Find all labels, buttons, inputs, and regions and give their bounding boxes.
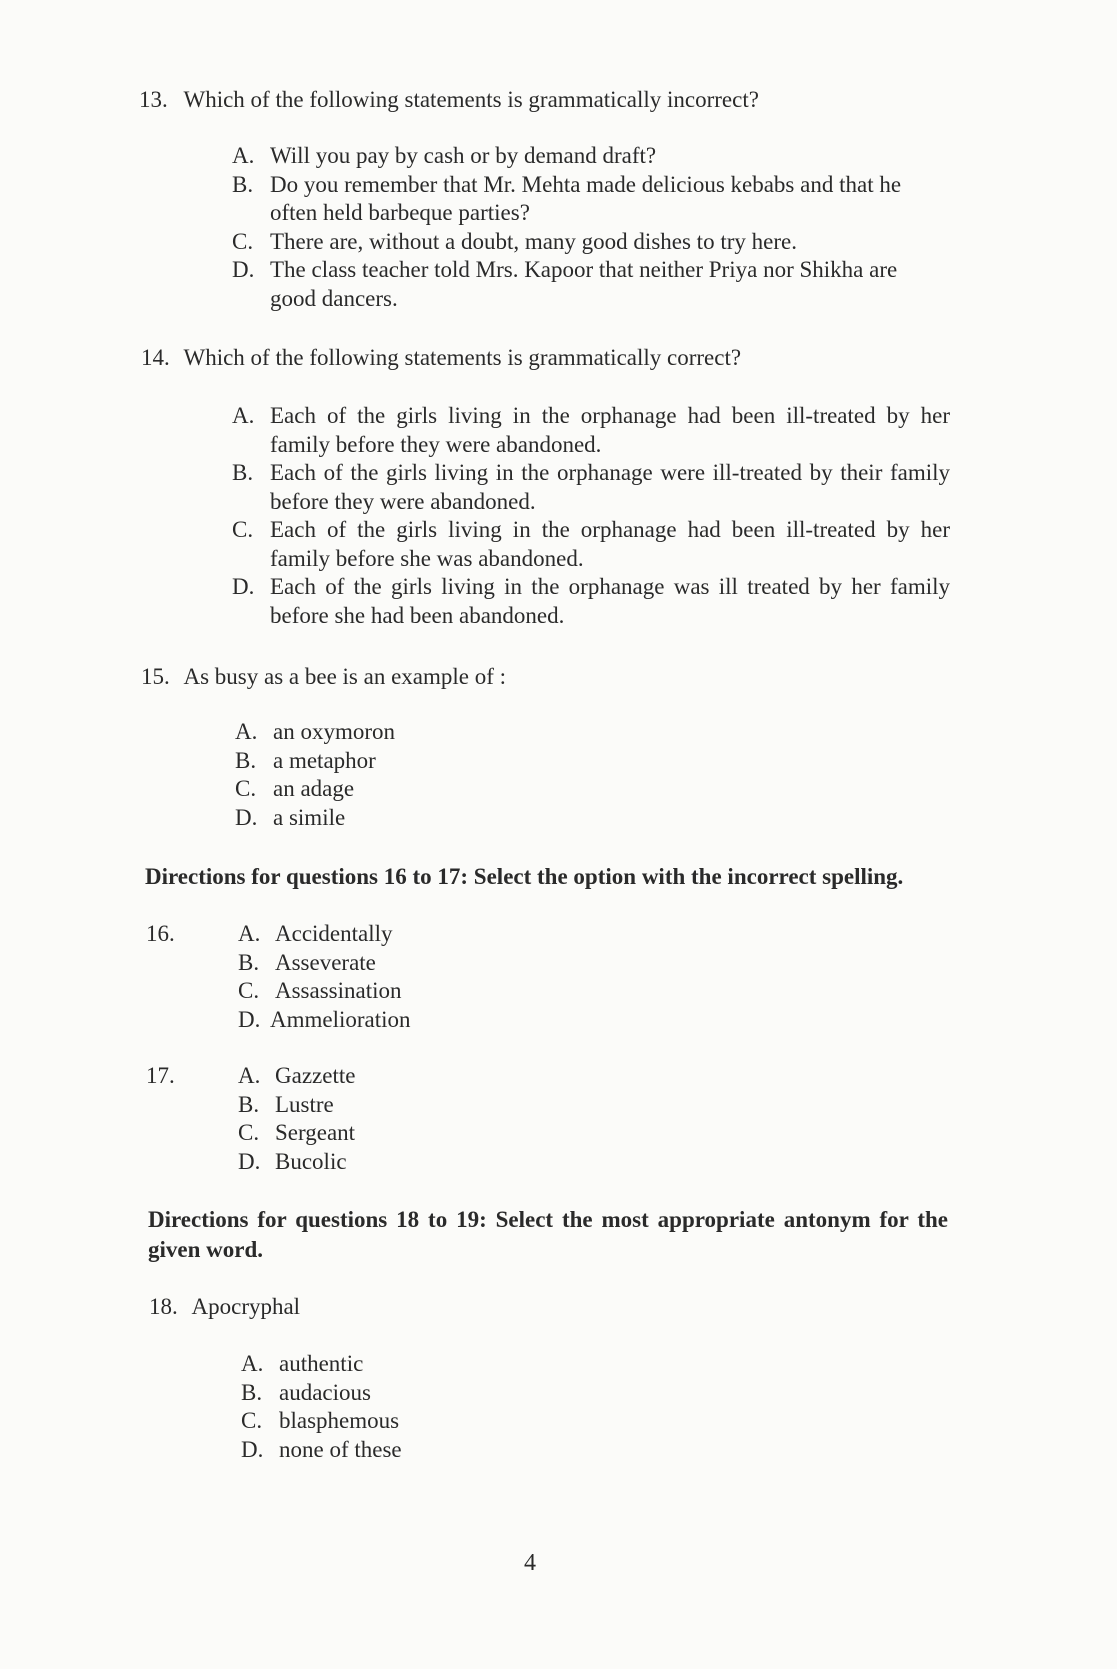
option-a: A. Will you pay by cash or by demand draft?	[232, 143, 657, 168]
option-b: B. Lustre	[238, 1091, 334, 1117]
option-d: D. Each of the girls living in the orphanage was ill treated by her family before she had been abandoned.	[232, 574, 950, 628]
option-d: D. a simile	[235, 804, 346, 830]
question-18	[149, 1293, 300, 1321]
option-a: A. authentic	[241, 1351, 364, 1376]
page-number: 4	[524, 1550, 536, 1576]
options-17	[238, 1062, 638, 1176]
option-d: D. Ammelioration	[238, 1006, 411, 1032]
option-a: A. Accidentally	[238, 921, 393, 946]
question-15	[141, 663, 506, 691]
directions-18-19: Directions for questions 18 to 19: Select the most appropriate antonym for the given word.	[148, 1207, 948, 1262]
question-14	[141, 344, 741, 372]
option-a: A. Each of the girls living in the orphanage had been ill-treated by her family before they were abandoned.	[232, 403, 950, 457]
option-c: C. an adage	[235, 776, 355, 801]
option-b: B. Each of the girls living in the orphanage were ill-treated by their family before they were abandoned.	[232, 460, 950, 514]
options-16	[238, 920, 638, 1034]
question-16-number: 16.	[146, 921, 175, 946]
question-17-number: 17.	[146, 1063, 175, 1088]
option-c: C. Each of the girls living in the orphanage had been ill-treated by her family before she was abandoned.	[232, 517, 950, 571]
question-text: Apocryphal	[191, 1294, 301, 1319]
question-text: As busy as a bee is an example of :	[183, 664, 507, 689]
option-b: B. Asseverate	[238, 949, 376, 975]
options-15	[235, 718, 635, 832]
question-number: 14.	[141, 345, 170, 370]
option-c: C. Sergeant	[238, 1120, 356, 1145]
option-a: A. Gazzette	[238, 1063, 356, 1088]
option-d: D. none of these	[241, 1436, 402, 1462]
option-d: D. The class teacher told Mrs. Kapoor that neither Priya nor Shikha are good dancers.	[232, 257, 898, 311]
option-c: C. Assassination	[238, 978, 402, 1003]
question-text: Which of the following statements is grammatically correct?	[183, 345, 742, 370]
option-b: B. Do you remember that Mr. Mehta made delicious kebabs and that he often held barbeque parties?	[232, 171, 902, 225]
question-number: 18.	[149, 1294, 178, 1319]
option-c: C. blasphemous	[241, 1408, 400, 1433]
option-d: D. Bucolic	[238, 1148, 347, 1174]
options-18	[241, 1350, 641, 1464]
question-13	[139, 86, 759, 114]
question-number: 15.	[141, 664, 170, 689]
question-text: Which of the following statements is grammatically incorrect?	[183, 87, 759, 112]
option-a: A. an oxymoron	[235, 719, 396, 744]
question-number: 13.	[139, 87, 168, 112]
options-14	[232, 402, 952, 630]
option-b: B. audacious	[241, 1379, 371, 1405]
option-b: B. a metaphor	[235, 747, 376, 773]
directions-16-17: Directions for questions 16 to 17: Select the option with the incorrect spelling.	[145, 864, 904, 889]
options-13	[232, 142, 942, 313]
option-c: C. There are, without a doubt, many good dishes to try here.	[232, 228, 797, 254]
